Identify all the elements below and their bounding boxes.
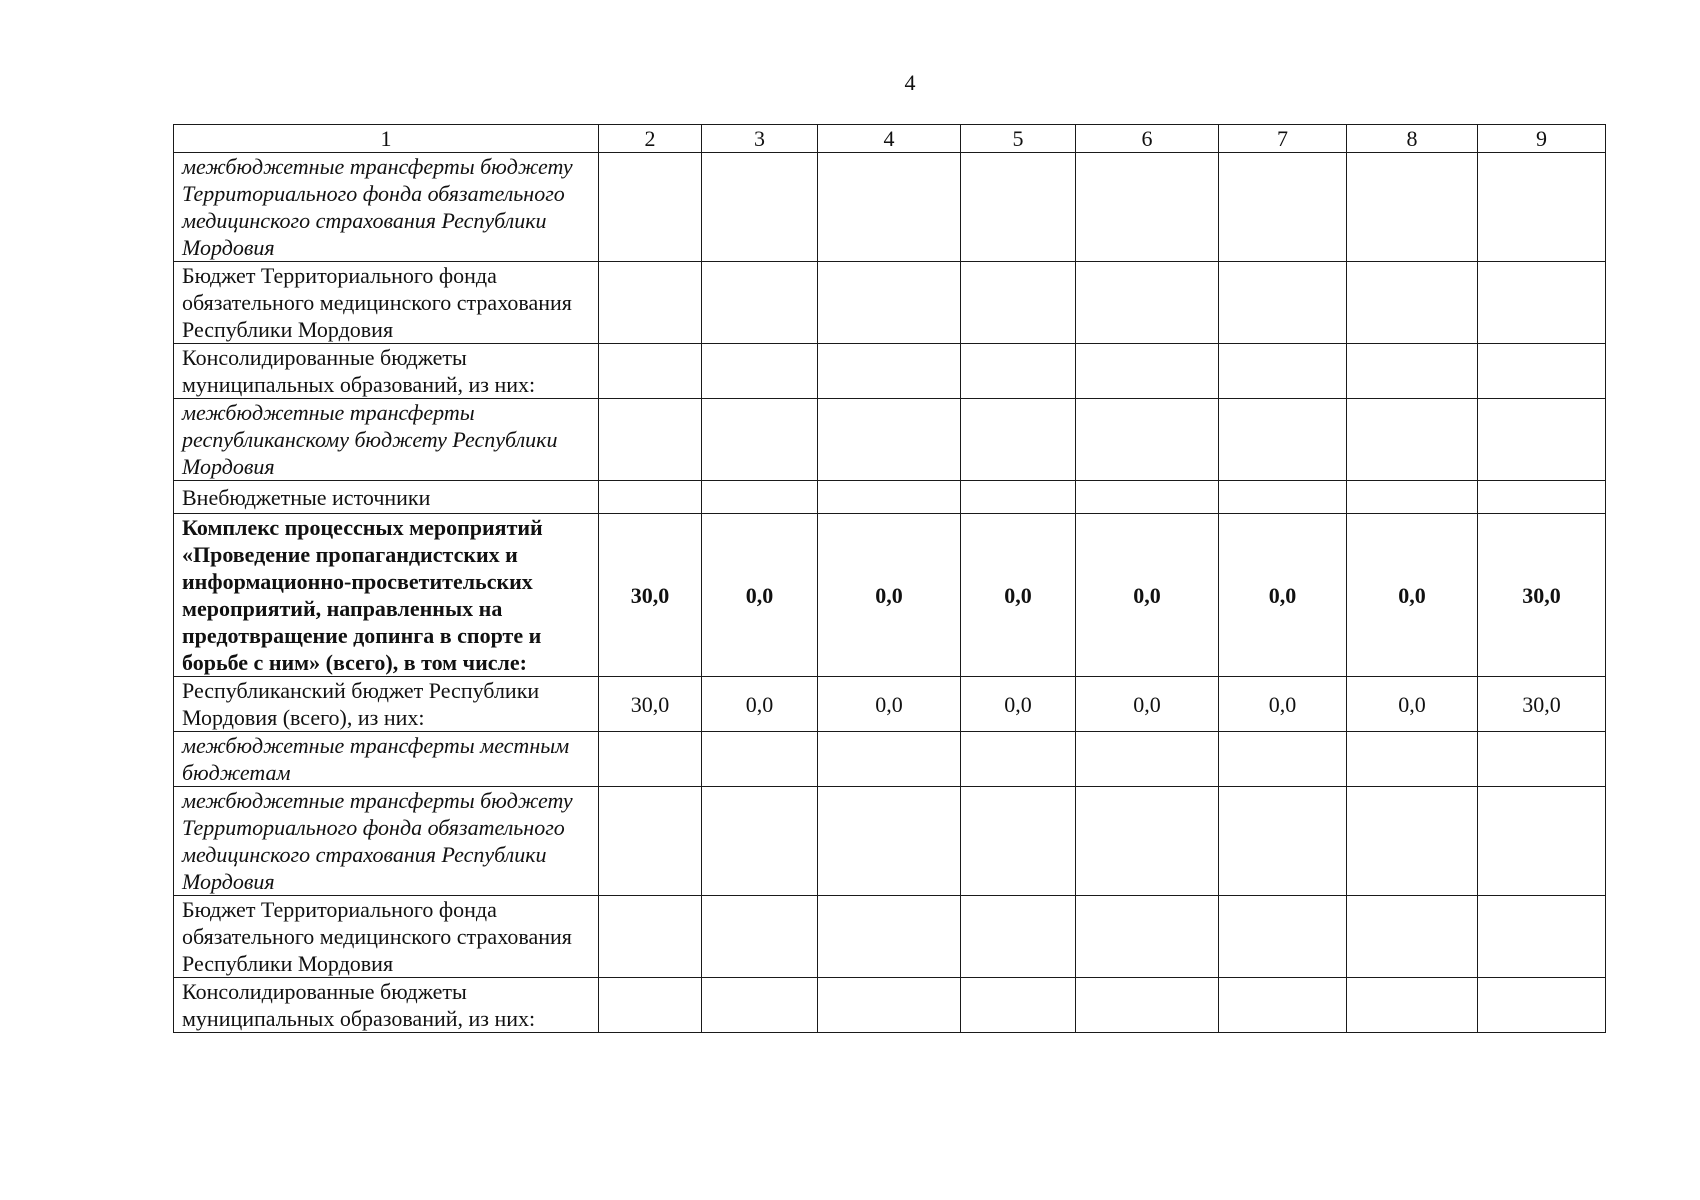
column-header-8: 8 <box>1347 125 1478 153</box>
value-cell-col-4 <box>818 896 961 978</box>
row-label: Комплекс процессных мероприятий «Проведение пропагандистских и информационно-просветительских мероприятий, направленных на предотвращение допинга в спорте и борьбе с ним» (всего), в том числе: <box>174 514 599 677</box>
value-cell-col-8 <box>1347 399 1478 481</box>
value-cell-col-8 <box>1347 344 1478 399</box>
column-header-7: 7 <box>1219 125 1347 153</box>
value-cell-col-3 <box>702 262 818 344</box>
column-header-9: 9 <box>1478 125 1606 153</box>
value-cell-col-8 <box>1347 732 1478 787</box>
row-label: Бюджет Территориального фонда обязательного медицинского страхования Республики Мордовия <box>174 896 599 978</box>
value-cell-col-5 <box>961 344 1076 399</box>
table-row <box>174 514 1606 677</box>
value-cell-col-9 <box>1478 978 1606 1033</box>
value-cell-col-5 <box>961 399 1076 481</box>
value-cell-col-8: 0,0 <box>1347 677 1478 732</box>
value-cell-col-5 <box>961 896 1076 978</box>
value-cell-col-8 <box>1347 787 1478 896</box>
row-label: Консолидированные бюджеты муниципальных образований, из них: <box>174 978 599 1033</box>
value-cell-col-8 <box>1347 978 1478 1033</box>
row-label: Консолидированные бюджеты муниципальных образований, из них: <box>174 344 599 399</box>
value-cell-col-2 <box>599 732 702 787</box>
value-cell-col-6 <box>1076 344 1219 399</box>
value-cell-col-8: 0,0 <box>1347 514 1478 677</box>
row-label: Республиканский бюджет Республики Мордовия (всего), из них: <box>174 677 599 732</box>
table-row <box>174 732 1606 787</box>
value-cell-col-7 <box>1219 978 1347 1033</box>
budget-table <box>173 124 1606 1033</box>
value-cell-col-9 <box>1478 344 1606 399</box>
value-cell-col-9 <box>1478 399 1606 481</box>
value-cell-col-8 <box>1347 262 1478 344</box>
value-cell-col-3 <box>702 481 818 514</box>
row-label: межбюджетные трансферты бюджету Территориального фонда обязательного медицинского страхования Республики Мордовия <box>174 787 599 896</box>
value-cell-col-8 <box>1347 153 1478 262</box>
value-cell-col-9 <box>1478 896 1606 978</box>
value-cell-col-7 <box>1219 262 1347 344</box>
column-header-2: 2 <box>599 125 702 153</box>
table-row <box>174 978 1606 1033</box>
value-cell-col-5 <box>961 978 1076 1033</box>
value-cell-col-9 <box>1478 732 1606 787</box>
value-cell-col-5: 0,0 <box>961 514 1076 677</box>
value-cell-col-2: 30,0 <box>599 514 702 677</box>
value-cell-col-4: 0,0 <box>818 514 961 677</box>
value-cell-col-4 <box>818 481 961 514</box>
page-number: 4 <box>904 70 916 95</box>
table-row <box>174 787 1606 896</box>
value-cell-col-7 <box>1219 344 1347 399</box>
table-row <box>174 399 1606 481</box>
value-cell-col-6 <box>1076 787 1219 896</box>
value-cell-col-7: 0,0 <box>1219 514 1347 677</box>
table-row <box>174 481 1606 514</box>
value-cell-col-6: 0,0 <box>1076 514 1219 677</box>
value-cell-col-8 <box>1347 481 1478 514</box>
value-cell-col-3 <box>702 732 818 787</box>
value-cell-col-6: 0,0 <box>1076 677 1219 732</box>
value-cell-col-5 <box>961 153 1076 262</box>
value-cell-col-2 <box>599 153 702 262</box>
value-cell-col-9: 30,0 <box>1478 514 1606 677</box>
row-label: межбюджетные трансферты местным бюджетам <box>174 732 599 787</box>
value-cell-col-4 <box>818 399 961 481</box>
value-cell-col-9 <box>1478 153 1606 262</box>
value-cell-col-4 <box>818 732 961 787</box>
column-header-4: 4 <box>818 125 961 153</box>
column-header-6: 6 <box>1076 125 1219 153</box>
value-cell-col-5 <box>961 481 1076 514</box>
value-cell-col-4: 0,0 <box>818 677 961 732</box>
value-cell-col-3 <box>702 978 818 1033</box>
value-cell-col-6 <box>1076 481 1219 514</box>
value-cell-col-9: 30,0 <box>1478 677 1606 732</box>
value-cell-col-9 <box>1478 787 1606 896</box>
value-cell-col-6 <box>1076 153 1219 262</box>
table-row <box>174 344 1606 399</box>
column-header-3: 3 <box>702 125 818 153</box>
value-cell-col-6 <box>1076 399 1219 481</box>
header-row <box>174 125 1606 153</box>
row-label: Бюджет Территориального фонда обязательного медицинского страхования Республики Мордовия <box>174 262 599 344</box>
value-cell-col-6 <box>1076 732 1219 787</box>
value-cell-col-3 <box>702 399 818 481</box>
table-row <box>174 677 1606 732</box>
row-label: Внебюджетные источники <box>174 481 599 514</box>
value-cell-col-2 <box>599 399 702 481</box>
table-body <box>174 153 1606 1033</box>
value-cell-col-2 <box>599 978 702 1033</box>
value-cell-col-7 <box>1219 153 1347 262</box>
value-cell-col-8 <box>1347 896 1478 978</box>
value-cell-col-4 <box>818 344 961 399</box>
value-cell-col-4 <box>818 978 961 1033</box>
row-label: межбюджетные трансферты республиканскому бюджету Республики Мордовия <box>174 399 599 481</box>
value-cell-col-6 <box>1076 978 1219 1033</box>
column-header-5: 5 <box>961 125 1076 153</box>
value-cell-col-7: 0,0 <box>1219 677 1347 732</box>
row-label: межбюджетные трансферты бюджету Территориального фонда обязательного медицинского страхования Республики Мордовия <box>174 153 599 262</box>
value-cell-col-2 <box>599 481 702 514</box>
value-cell-col-5 <box>961 732 1076 787</box>
value-cell-col-5 <box>961 262 1076 344</box>
value-cell-col-5 <box>961 787 1076 896</box>
column-header-1: 1 <box>174 125 599 153</box>
value-cell-col-4 <box>818 787 961 896</box>
value-cell-col-7 <box>1219 787 1347 896</box>
value-cell-col-3 <box>702 344 818 399</box>
value-cell-col-6 <box>1076 262 1219 344</box>
value-cell-col-6 <box>1076 896 1219 978</box>
value-cell-col-7 <box>1219 896 1347 978</box>
value-cell-col-3 <box>702 896 818 978</box>
value-cell-col-2 <box>599 787 702 896</box>
value-cell-col-3: 0,0 <box>702 514 818 677</box>
value-cell-col-2 <box>599 344 702 399</box>
value-cell-col-9 <box>1478 262 1606 344</box>
value-cell-col-3 <box>702 787 818 896</box>
value-cell-col-2 <box>599 896 702 978</box>
table-row <box>174 153 1606 262</box>
value-cell-col-9 <box>1478 481 1606 514</box>
value-cell-col-4 <box>818 153 961 262</box>
value-cell-col-7 <box>1219 732 1347 787</box>
value-cell-col-4 <box>818 262 961 344</box>
table-row <box>174 896 1606 978</box>
value-cell-col-5: 0,0 <box>961 677 1076 732</box>
value-cell-col-2 <box>599 262 702 344</box>
value-cell-col-7 <box>1219 481 1347 514</box>
value-cell-col-7 <box>1219 399 1347 481</box>
value-cell-col-3 <box>702 153 818 262</box>
value-cell-col-2: 30,0 <box>599 677 702 732</box>
value-cell-col-3: 0,0 <box>702 677 818 732</box>
table-row <box>174 262 1606 344</box>
